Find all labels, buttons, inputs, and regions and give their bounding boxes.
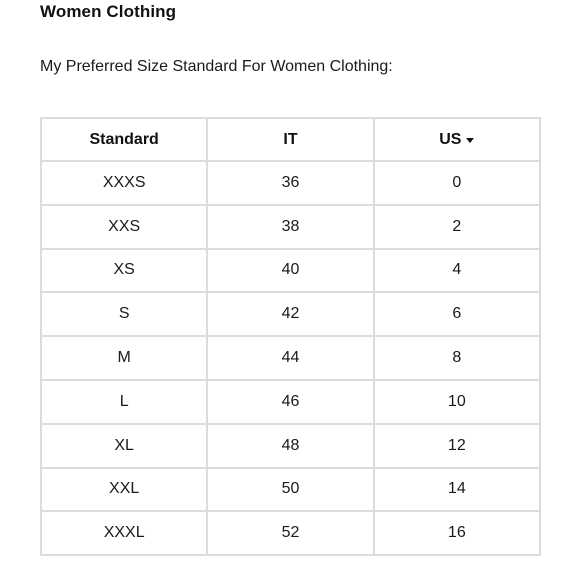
preferred-size-standard-label: My Preferred Size Standard For Women Clothing: bbox=[40, 58, 393, 75]
cell-us: 0 bbox=[374, 161, 540, 205]
cell-standard: XXL bbox=[41, 468, 207, 512]
cell-standard: L bbox=[41, 380, 207, 424]
size-conversion-table bbox=[40, 117, 541, 556]
column-header-standard bbox=[41, 118, 207, 161]
cell-standard: XXS bbox=[41, 205, 207, 249]
column-header-standard-label: Standard bbox=[89, 130, 159, 148]
table-row bbox=[41, 161, 540, 205]
table-body bbox=[41, 161, 540, 555]
cell-us: 8 bbox=[374, 336, 540, 380]
cell-us: 6 bbox=[374, 292, 540, 336]
cell-standard: M bbox=[41, 336, 207, 380]
cell-us: 10 bbox=[374, 380, 540, 424]
column-header-it bbox=[207, 118, 373, 161]
cell-standard: XXXS bbox=[41, 161, 207, 205]
cell-us: 12 bbox=[374, 424, 540, 468]
cell-it: 44 bbox=[207, 336, 373, 380]
cell-it: 42 bbox=[207, 292, 373, 336]
column-header-us-dropdown[interactable] bbox=[374, 118, 540, 161]
cell-standard: XL bbox=[41, 424, 207, 468]
column-header-it-label: IT bbox=[283, 130, 298, 148]
cell-it: 36 bbox=[207, 161, 373, 205]
caret-down-icon bbox=[466, 138, 474, 143]
cell-us: 2 bbox=[374, 205, 540, 249]
table-row bbox=[41, 424, 540, 468]
table-header bbox=[41, 118, 540, 161]
table-row bbox=[41, 468, 540, 512]
cell-it: 48 bbox=[207, 424, 373, 468]
page-title: Women Clothing bbox=[40, 2, 177, 21]
cell-standard: XS bbox=[41, 249, 207, 293]
table-row bbox=[41, 511, 540, 555]
table-row bbox=[41, 292, 540, 336]
cell-it: 38 bbox=[207, 205, 373, 249]
cell-us: 4 bbox=[374, 249, 540, 293]
cell-standard: XXXL bbox=[41, 511, 207, 555]
table-header-row bbox=[41, 118, 540, 161]
cell-it: 50 bbox=[207, 468, 373, 512]
column-header-us-label: US bbox=[439, 130, 462, 148]
table-row bbox=[41, 205, 540, 249]
table-row bbox=[41, 380, 540, 424]
cell-us: 14 bbox=[374, 468, 540, 512]
column-header-us-inner bbox=[439, 131, 474, 149]
cell-standard: S bbox=[41, 292, 207, 336]
table-row bbox=[41, 249, 540, 293]
table-row bbox=[41, 336, 540, 380]
cell-it: 46 bbox=[207, 380, 373, 424]
cell-it: 52 bbox=[207, 511, 373, 555]
cell-it: 40 bbox=[207, 249, 373, 293]
cell-us: 16 bbox=[374, 511, 540, 555]
